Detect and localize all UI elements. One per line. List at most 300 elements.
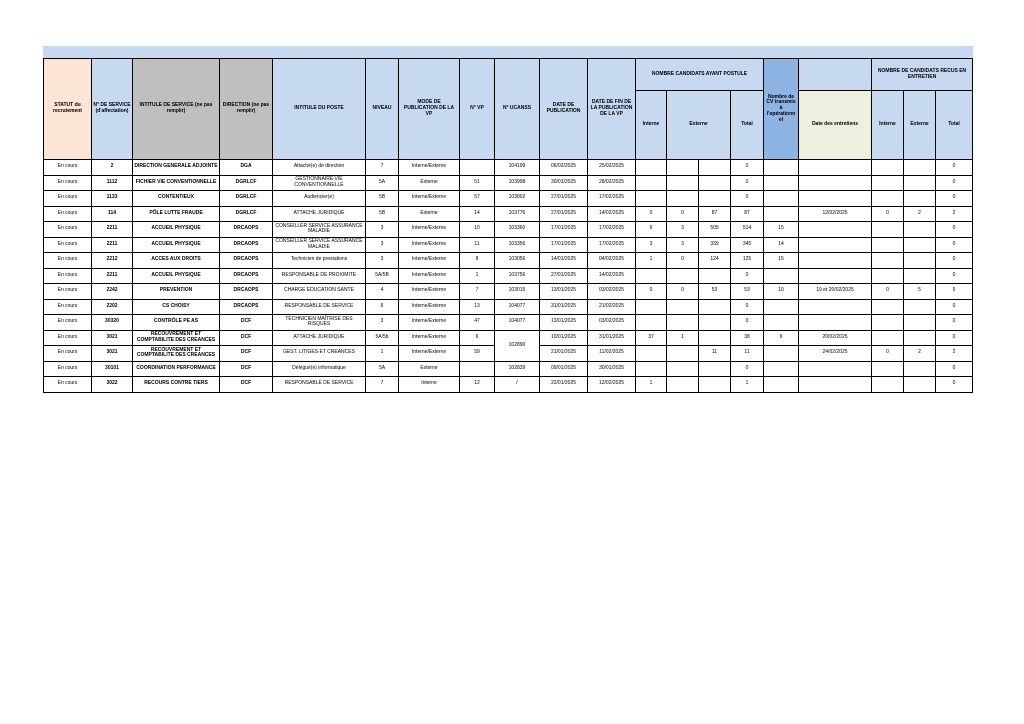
cell-cand-interne: 3 xyxy=(636,237,667,253)
table-row xyxy=(44,377,973,393)
cell-statut: En cours xyxy=(44,160,92,176)
cell-cand-total: 53 xyxy=(731,284,764,300)
cell-cand-externe-a: 0 xyxy=(667,284,699,300)
cell-date-entretiens: 24/02/2025 xyxy=(799,346,872,362)
cell-recus-externe xyxy=(904,237,936,253)
cell-cv-transmis xyxy=(764,377,799,393)
cell-num-service: 2242 xyxy=(92,284,133,300)
cell-recus-externe: 2 xyxy=(904,206,936,222)
table-row xyxy=(44,330,973,346)
cell-intitule-service: RECOUVREMENT ET COMPTABILITE DES CREANCES xyxy=(133,330,220,346)
cell-cv-transmis: 9 xyxy=(764,330,799,346)
cell-recus-total: 0 xyxy=(936,299,973,315)
cell-cand-externe-b xyxy=(699,175,731,191)
cell-statut: En cours xyxy=(44,175,92,191)
cell-num-vp: 13 xyxy=(460,299,495,315)
cell-niveau: 7 xyxy=(366,160,399,176)
cell-cand-externe-b xyxy=(699,315,731,331)
cell-cand-total: 0 xyxy=(731,361,764,377)
sheet-top-band xyxy=(43,46,973,58)
cell-intitule-poste: CONSEILLER SERVICE ASSURANCE MALADIE xyxy=(273,222,366,238)
cell-intitule-service: ACCUEIL PHYSIQUE xyxy=(133,237,220,253)
cell-cv-transmis xyxy=(764,191,799,207)
cell-date-entretiens: 20/02/2025 xyxy=(799,330,872,346)
table-row xyxy=(44,175,973,191)
cell-niveau: 3 xyxy=(366,315,399,331)
cell-recus-externe xyxy=(904,268,936,284)
cell-num-ucanss: 103998 xyxy=(495,175,540,191)
cell-intitule-service: ACCUEIL PHYSIQUE xyxy=(133,222,220,238)
cell-recus-total: 0 xyxy=(936,361,973,377)
cell-recus-interne xyxy=(872,222,904,238)
cell-niveau: 5A xyxy=(366,175,399,191)
cell-intitule-poste: Technicien de prestations xyxy=(273,253,366,269)
cell-date-entretiens xyxy=(799,222,872,238)
cell-num-service: 3021 xyxy=(92,346,133,362)
cell-num-service: 2211 xyxy=(92,222,133,238)
cell-cand-total: 0 xyxy=(731,175,764,191)
cell-cand-externe-a xyxy=(667,268,699,284)
cell-cand-externe-a: 3 xyxy=(667,222,699,238)
cell-statut: En cours xyxy=(44,377,92,393)
cell-recus-interne: 0 xyxy=(872,206,904,222)
cell-num-vp: 10 xyxy=(460,222,495,238)
cell-direction: DRCAOPS xyxy=(220,284,273,300)
table-row xyxy=(44,361,973,377)
cell-direction: DCF xyxy=(220,346,273,362)
cell-direction: DGRLCF xyxy=(220,191,273,207)
table-row xyxy=(44,206,973,222)
cell-num-vp: 12 xyxy=(460,377,495,393)
cell-cand-externe-b: 505 xyxy=(699,222,731,238)
cell-recus-total: 2 xyxy=(936,346,973,362)
cell-date-entretiens: 19 et 20/02/2025 xyxy=(799,284,872,300)
cell-date-fin: 14/02/2025 xyxy=(588,206,636,222)
cell-recus-total: 0 xyxy=(936,175,973,191)
cell-date-publication: 27/01/2025 xyxy=(540,191,588,207)
cell-cand-interne: 6 xyxy=(636,222,667,238)
cell-date-publication: 14/01/2025 xyxy=(540,253,588,269)
cell-num-service: 2211 xyxy=(92,268,133,284)
cell-intitule-service: COORDINATION PERFORMANCE xyxy=(133,361,220,377)
cell-niveau: 6 xyxy=(366,299,399,315)
cell-date-publication: 21/01/2025 xyxy=(540,346,588,362)
cell-cand-total: 87 xyxy=(731,206,764,222)
cell-intitule-poste: ATTACHE JURIDIQUE xyxy=(273,330,366,346)
cell-num-ucanss: 103802 xyxy=(495,191,540,207)
cell-intitule-poste: GEST. LITIGES ET CREANCES xyxy=(273,346,366,362)
cell-num-ucanss: / xyxy=(495,377,540,393)
cell-cand-interne: 0 xyxy=(636,284,667,300)
cell-date-publication: 27/01/2025 xyxy=(540,268,588,284)
cell-cand-interne xyxy=(636,160,667,176)
header-date-fin: DATE DE FIN DE LA PUBLICATION DE LA VP xyxy=(588,59,636,160)
table-row xyxy=(44,299,973,315)
cell-num-vp: 51 xyxy=(460,175,495,191)
table-row xyxy=(44,191,973,207)
cell-cand-externe-b: 87 xyxy=(699,206,731,222)
header-candidats-group: NOMBRE CANDIDATS AYANT POSTULE xyxy=(636,59,764,91)
cell-direction: DCF xyxy=(220,361,273,377)
cell-num-service: 2 xyxy=(92,160,133,176)
cell-intitule-service: CONTRÔLE PE AS xyxy=(133,315,220,331)
header-date-publication: DATE DE PUBLICATION xyxy=(540,59,588,160)
cell-cand-externe-a: 0 xyxy=(667,253,699,269)
cell-num-service: 1112 xyxy=(92,175,133,191)
cell-num-service: 2211 xyxy=(92,237,133,253)
cell-date-entretiens xyxy=(799,160,872,176)
cell-cand-total: 1 xyxy=(731,377,764,393)
cell-direction: DRCAOPS xyxy=(220,299,273,315)
cell-intitule-service: ACCES AUX DROITS xyxy=(133,253,220,269)
header-num-service: N° DE SERVICE (d'affectation) xyxy=(92,59,133,160)
cell-recus-interne xyxy=(872,175,904,191)
cell-mode-publication: Interne/Externe xyxy=(399,268,460,284)
cell-date-publication: 27/01/2025 xyxy=(540,206,588,222)
cell-cand-interne xyxy=(636,299,667,315)
cell-num-ucanss: 104077 xyxy=(495,315,540,331)
cell-recus-total: 0 xyxy=(936,237,973,253)
cell-statut: En cours xyxy=(44,237,92,253)
cell-statut: En cours xyxy=(44,299,92,315)
cell-date-entretiens: 12/02/2025 xyxy=(799,206,872,222)
cell-date-fin: 21/02/2025 xyxy=(588,299,636,315)
cell-cand-externe-a xyxy=(667,299,699,315)
cell-statut: En cours xyxy=(44,284,92,300)
cell-num-ucanss-merged: 102839 xyxy=(495,361,540,377)
cell-recus-interne xyxy=(872,330,904,346)
cell-num-vp xyxy=(460,361,495,377)
cell-cand-interne xyxy=(636,346,667,362)
cell-mode-publication: Interne/Externe xyxy=(399,253,460,269)
cell-intitule-service: ACCUEIL PHYSIQUE xyxy=(133,268,220,284)
cell-recus-externe xyxy=(904,222,936,238)
cell-cand-externe-a: 0 xyxy=(667,206,699,222)
cell-cv-transmis: 15 xyxy=(764,222,799,238)
cell-recus-interne xyxy=(872,191,904,207)
cell-recus-total: 0 xyxy=(936,191,973,207)
cell-cand-total: 0 xyxy=(731,191,764,207)
cell-cand-externe-b xyxy=(699,377,731,393)
cell-recus-total: 0 xyxy=(936,222,973,238)
cell-cv-transmis xyxy=(764,315,799,331)
cell-cv-transmis: 15 xyxy=(764,253,799,269)
cell-cand-externe-b xyxy=(699,268,731,284)
cell-recus-externe xyxy=(904,299,936,315)
table-row xyxy=(44,237,973,253)
cell-direction: DGRLCF xyxy=(220,206,273,222)
cell-num-ucanss: 103056 xyxy=(495,253,540,269)
cell-cv-transmis xyxy=(764,346,799,362)
cell-cv-transmis: 14 xyxy=(764,237,799,253)
cell-recus-externe xyxy=(904,315,936,331)
cell-num-vp: 47 xyxy=(460,315,495,331)
cell-intitule-service: CONTENTIEUX xyxy=(133,191,220,207)
cell-recus-total: 0 xyxy=(936,253,973,269)
cell-recus-interne xyxy=(872,377,904,393)
table-row xyxy=(44,160,973,176)
cell-num-ucanss: 103015 xyxy=(495,284,540,300)
header-recus-total: Total xyxy=(936,91,973,160)
cell-recus-total: 2 xyxy=(936,206,973,222)
cell-statut: En cours xyxy=(44,253,92,269)
cell-cand-externe-b: 124 xyxy=(699,253,731,269)
cell-recus-interne xyxy=(872,361,904,377)
cell-niveau: 5A/5b xyxy=(366,330,399,346)
cell-num-vp: 57 xyxy=(460,191,495,207)
cell-cand-externe-a xyxy=(667,175,699,191)
cell-num-vp xyxy=(460,160,495,176)
cell-recus-interne: 0 xyxy=(872,284,904,300)
header-blank xyxy=(799,59,872,91)
table-row xyxy=(44,222,973,238)
cell-num-vp: 8 xyxy=(460,253,495,269)
cell-num-service: 114 xyxy=(92,206,133,222)
cell-recus-externe: 5 xyxy=(904,284,936,300)
cell-num-service: 30320 xyxy=(92,315,133,331)
cell-date-fin: 03/02/2025 xyxy=(588,315,636,331)
table-row xyxy=(44,268,973,284)
cell-mode-publication: Interne/Externe xyxy=(399,299,460,315)
cell-date-publication: 22/01/2025 xyxy=(540,377,588,393)
cell-date-fin: 12/02/2025 xyxy=(588,377,636,393)
cell-mode-publication: Interne/Externe xyxy=(399,346,460,362)
cell-date-publication: 17/01/2025 xyxy=(540,237,588,253)
cell-niveau: 7 xyxy=(366,377,399,393)
cell-cand-externe-a xyxy=(667,315,699,331)
cell-num-vp: 59 xyxy=(460,346,495,362)
cell-recus-total: 0 xyxy=(936,160,973,176)
cell-recus-interne xyxy=(872,160,904,176)
cell-niveau: 1 xyxy=(366,346,399,362)
cell-date-entretiens xyxy=(799,237,872,253)
cell-recus-externe xyxy=(904,377,936,393)
cell-cand-externe-a: 1 xyxy=(667,330,699,346)
cell-cand-externe-b xyxy=(699,299,731,315)
cell-date-fin: 17/02/2025 xyxy=(588,237,636,253)
cell-intitule-service: PREVENTION xyxy=(133,284,220,300)
cell-recus-total: 0 xyxy=(936,377,973,393)
cell-direction: DGA xyxy=(220,160,273,176)
cell-cv-transmis xyxy=(764,175,799,191)
cell-num-service: 2212 xyxy=(92,253,133,269)
cell-recus-interne xyxy=(872,237,904,253)
cell-intitule-service: RECOURS CONTRE TIERS xyxy=(133,377,220,393)
cell-cand-interne xyxy=(636,191,667,207)
cell-date-publication: 09/01/2025 xyxy=(540,361,588,377)
table-row xyxy=(44,315,973,331)
cell-niveau: 3 xyxy=(366,222,399,238)
header-num-vp: N° VP xyxy=(460,59,495,160)
cell-num-service: 3022 xyxy=(92,377,133,393)
cell-date-entretiens xyxy=(799,299,872,315)
cell-intitule-poste: TECHNICIEN MAÎTRISE DES RISQUES xyxy=(273,315,366,331)
cell-cand-externe-b xyxy=(699,330,731,346)
cell-cv-transmis xyxy=(764,160,799,176)
cell-intitule-poste: CHARGE EDUCATION SANTE xyxy=(273,284,366,300)
cell-direction: DCF xyxy=(220,315,273,331)
cell-date-fin: 25/02/2025 xyxy=(588,160,636,176)
header-mode-publication: MODE DE PUBLICATION DE LA VP xyxy=(399,59,460,160)
cell-intitule-poste: Attaché(e) de direction xyxy=(273,160,366,176)
cell-date-entretiens xyxy=(799,253,872,269)
cell-mode-publication: Interne/Externe xyxy=(399,330,460,346)
cell-num-ucanss: 103360 xyxy=(495,222,540,238)
header-recus-group: NOMBRE DE CANDIDATS RECUS EN ENTRETIEN xyxy=(872,59,973,91)
cell-cand-externe-b: 339 xyxy=(699,237,731,253)
cell-cand-externe-a xyxy=(667,191,699,207)
cell-date-fin: 17/02/2025 xyxy=(588,222,636,238)
cell-statut: En cours xyxy=(44,315,92,331)
cell-cand-externe-b xyxy=(699,361,731,377)
cell-date-entretiens xyxy=(799,191,872,207)
header-statut: STATUT du recrutement xyxy=(44,59,92,160)
cell-cv-transmis xyxy=(764,206,799,222)
cell-mode-publication: Interne xyxy=(399,377,460,393)
cell-cv-transmis xyxy=(764,299,799,315)
cell-cand-total: 0 xyxy=(731,160,764,176)
cell-date-publication: 13/01/2025 xyxy=(540,315,588,331)
cell-intitule-service: CS CHOISY xyxy=(133,299,220,315)
cell-cand-externe-b xyxy=(699,191,731,207)
header-recus-externe: Externe xyxy=(904,91,936,160)
cell-recus-total: 0 xyxy=(936,315,973,331)
cell-cand-externe-a xyxy=(667,361,699,377)
cell-mode-publication: Interne/Externe xyxy=(399,315,460,331)
cell-date-publication: 13/01/2025 xyxy=(540,284,588,300)
cell-date-fin: 30/01/2025 xyxy=(588,361,636,377)
cell-intitule-poste: RESPONSABLE DE PROXIMITE xyxy=(273,268,366,284)
cell-num-ucanss: 103776 xyxy=(495,206,540,222)
cell-cand-interne xyxy=(636,268,667,284)
cell-cand-total: 125 xyxy=(731,253,764,269)
cell-statut: En cours xyxy=(44,268,92,284)
cell-recus-interne xyxy=(872,299,904,315)
cell-mode-publication: Interne/Externe xyxy=(399,160,460,176)
cell-recus-total: 5 xyxy=(936,284,973,300)
cell-cand-total: 11 xyxy=(731,346,764,362)
cell-date-fin: 03/02/2025 xyxy=(588,284,636,300)
cell-statut: En cours xyxy=(44,346,92,362)
cell-cand-interne xyxy=(636,315,667,331)
cell-recus-interne: 0 xyxy=(872,346,904,362)
cell-cand-total: 345 xyxy=(731,237,764,253)
cell-direction: DCF xyxy=(220,377,273,393)
cell-num-vp: 11 xyxy=(460,237,495,253)
header-intitule-poste: INTITULE DU POSTE xyxy=(273,59,366,160)
cell-mode-publication: Interne/Externe xyxy=(399,284,460,300)
cell-cand-total: 0 xyxy=(731,315,764,331)
cell-cand-externe-a: 3 xyxy=(667,237,699,253)
cell-recus-interne xyxy=(872,268,904,284)
cell-num-vp: 6 xyxy=(460,330,495,346)
header-intitule-service: INTITULE DE SERVICE (ne pas remplir) xyxy=(133,59,220,160)
cell-intitule-poste: GESTIONNAIRE VIE CONVENTIONNELLE xyxy=(273,175,366,191)
cell-date-fin: 11/02/2025 xyxy=(588,346,636,362)
cell-date-entretiens xyxy=(799,268,872,284)
cell-mode-publication: Externe xyxy=(399,361,460,377)
header-direction: DIRECTION (ne pas remplir) xyxy=(220,59,273,160)
cell-niveau: 5A/5B xyxy=(366,268,399,284)
cell-cand-interne: 37 xyxy=(636,330,667,346)
cell-intitule-service: RECOUVREMENT ET COMPTABILITE DES CREANCES xyxy=(133,346,220,362)
cell-date-publication: 06/02/2025 xyxy=(540,160,588,176)
header-niveau: NIVEAU xyxy=(366,59,399,160)
cell-cand-externe-b xyxy=(699,160,731,176)
cell-statut: En cours xyxy=(44,206,92,222)
cell-direction: DRCAOPS xyxy=(220,253,273,269)
cell-mode-publication: Externe xyxy=(399,175,460,191)
cell-intitule-poste: Délégué(e) informatique xyxy=(273,361,366,377)
header-cand-interne: Interne xyxy=(636,91,667,160)
cell-mode-publication: Externe xyxy=(399,206,460,222)
cell-cand-interne: 0 xyxy=(636,206,667,222)
cell-niveau: 5B xyxy=(366,191,399,207)
cell-num-service: 1133 xyxy=(92,191,133,207)
cell-recus-externe xyxy=(904,361,936,377)
header-date-entretiens: Date des entretiens xyxy=(799,91,872,160)
cell-direction: DRCAOPS xyxy=(220,268,273,284)
cell-cand-interne xyxy=(636,175,667,191)
cell-intitule-poste: RESPONSABLE DE SERVICE xyxy=(273,377,366,393)
recruitment-table xyxy=(43,58,973,393)
cell-statut: En cours xyxy=(44,191,92,207)
cell-recus-externe xyxy=(904,253,936,269)
cell-num-service: 30101 xyxy=(92,361,133,377)
cell-intitule-poste: RESPONSABLE DE SERVICE xyxy=(273,299,366,315)
cell-cand-externe-a xyxy=(667,346,699,362)
cell-mode-publication: Interne/Externe xyxy=(399,237,460,253)
header-recus-interne: Interne xyxy=(872,91,904,160)
cell-num-ucanss-merged: 102890 xyxy=(495,330,540,361)
cell-statut: En cours xyxy=(44,222,92,238)
cell-cv-transmis: 10 xyxy=(764,284,799,300)
cell-cand-total: 0 xyxy=(731,268,764,284)
cell-num-service: 2202 xyxy=(92,299,133,315)
cell-cand-externe-b: 53 xyxy=(699,284,731,300)
cell-intitule-poste: Audiencier(e) xyxy=(273,191,366,207)
cell-date-fin: 31/01/2025 xyxy=(588,330,636,346)
cell-cand-interne: 1 xyxy=(636,253,667,269)
cell-intitule-poste: CONSEILLER SERVICE ASSURANCE MALADIE xyxy=(273,237,366,253)
cell-intitule-poste: ATTACHE JURIDIQUE xyxy=(273,206,366,222)
cell-cv-transmis xyxy=(764,268,799,284)
cell-num-ucanss: 104077 xyxy=(495,299,540,315)
cell-cand-externe-b: 11 xyxy=(699,346,731,362)
cell-cand-interne: 1 xyxy=(636,377,667,393)
cell-recus-total: 0 xyxy=(936,268,973,284)
cell-cand-total: 38 xyxy=(731,330,764,346)
cell-cv-transmis xyxy=(764,361,799,377)
cell-cand-externe-a xyxy=(667,377,699,393)
cell-num-ucanss: 103356 xyxy=(495,237,540,253)
cell-date-publication: 31/01/2025 xyxy=(540,299,588,315)
table-body xyxy=(44,160,973,393)
cell-niveau: 3 xyxy=(366,237,399,253)
cell-num-ucanss: 103756 xyxy=(495,268,540,284)
cell-date-fin: 17/02/2025 xyxy=(588,191,636,207)
cell-recus-externe xyxy=(904,175,936,191)
cell-direction: DRCAOPS xyxy=(220,222,273,238)
cell-num-vp: 1 xyxy=(460,268,495,284)
cell-cand-externe-a xyxy=(667,160,699,176)
cell-date-entretiens xyxy=(799,175,872,191)
cell-cand-total: 0 xyxy=(731,299,764,315)
cell-statut: En cours xyxy=(44,330,92,346)
cell-date-publication: 30/01/2025 xyxy=(540,175,588,191)
cell-num-service: 3021 xyxy=(92,330,133,346)
cell-intitule-service: DIRECTION GENERALE ADJOINTE xyxy=(133,160,220,176)
